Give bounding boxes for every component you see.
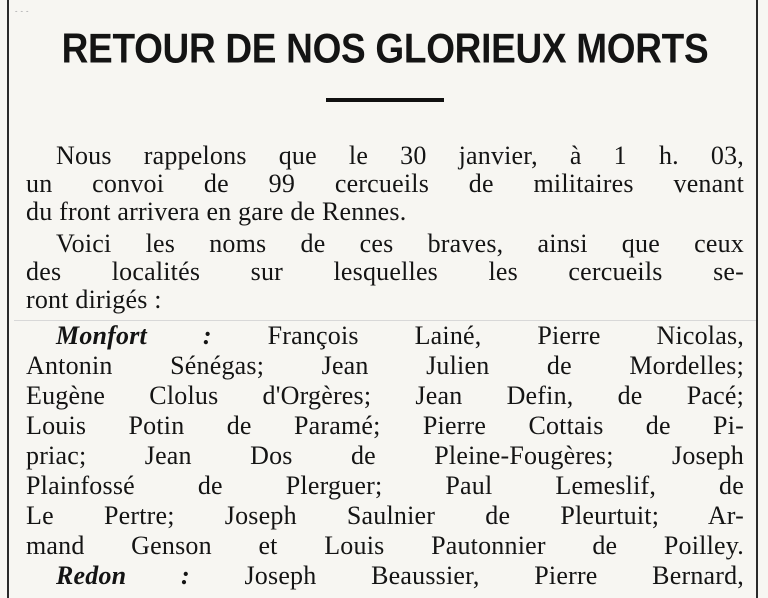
article-headline: RETOUR DE NOS GLORIEUX MORTS [61,25,709,72]
intro-line: du front arrivera en gare de Rennes. [26,197,407,226]
list-line: Plainfossé de Plerguer; Paul Lemeslif, de [26,471,744,500]
list-line: Le Pertre; Joseph Saulnier de Pleurtuit; Ar- [26,501,744,530]
intro-line: des localités sur lesquelles les cercueils se- [26,257,744,286]
headline-divider [326,98,444,102]
list-line: priac; Jean Dos de Pleine-Fougères; Joseph [26,441,744,470]
place-name-redon: Redon : [56,561,190,590]
list-line: Antonin Sénégas; Jean Julien de Mordelles; [26,351,744,380]
intro-line: Voici les noms de ces braves, ainsi que ceux [56,229,744,258]
intro-line: Nous rappelons que le 30 janvier, à 1 h. 03, [56,141,744,170]
column-rule-left [7,0,9,598]
list-line: Eugène Clolus d'Orgères; Jean Defin, de Pacé; [26,381,744,410]
list-line: Louis Potin de Paramé; Pierre Cottais de Pi- [26,411,744,440]
list-line: mand Genson et Louis Pautonnier de Poilley. [26,531,744,560]
place-name-montfort: Monfort : [56,321,212,350]
intro-line: ront dirigés : [26,285,162,314]
list-line [56,562,744,590]
names-text: Joseph Beaussier, Pierre Bernard, [244,561,745,590]
intro-line: un convoi de 99 cercueils de militaires venant [26,169,744,198]
column-rule-right [756,0,758,598]
previous-column-fragment: ... [14,0,31,12]
names-text: François Lainé, Pierre Nicolas, [267,321,744,350]
list-line [56,322,744,350]
